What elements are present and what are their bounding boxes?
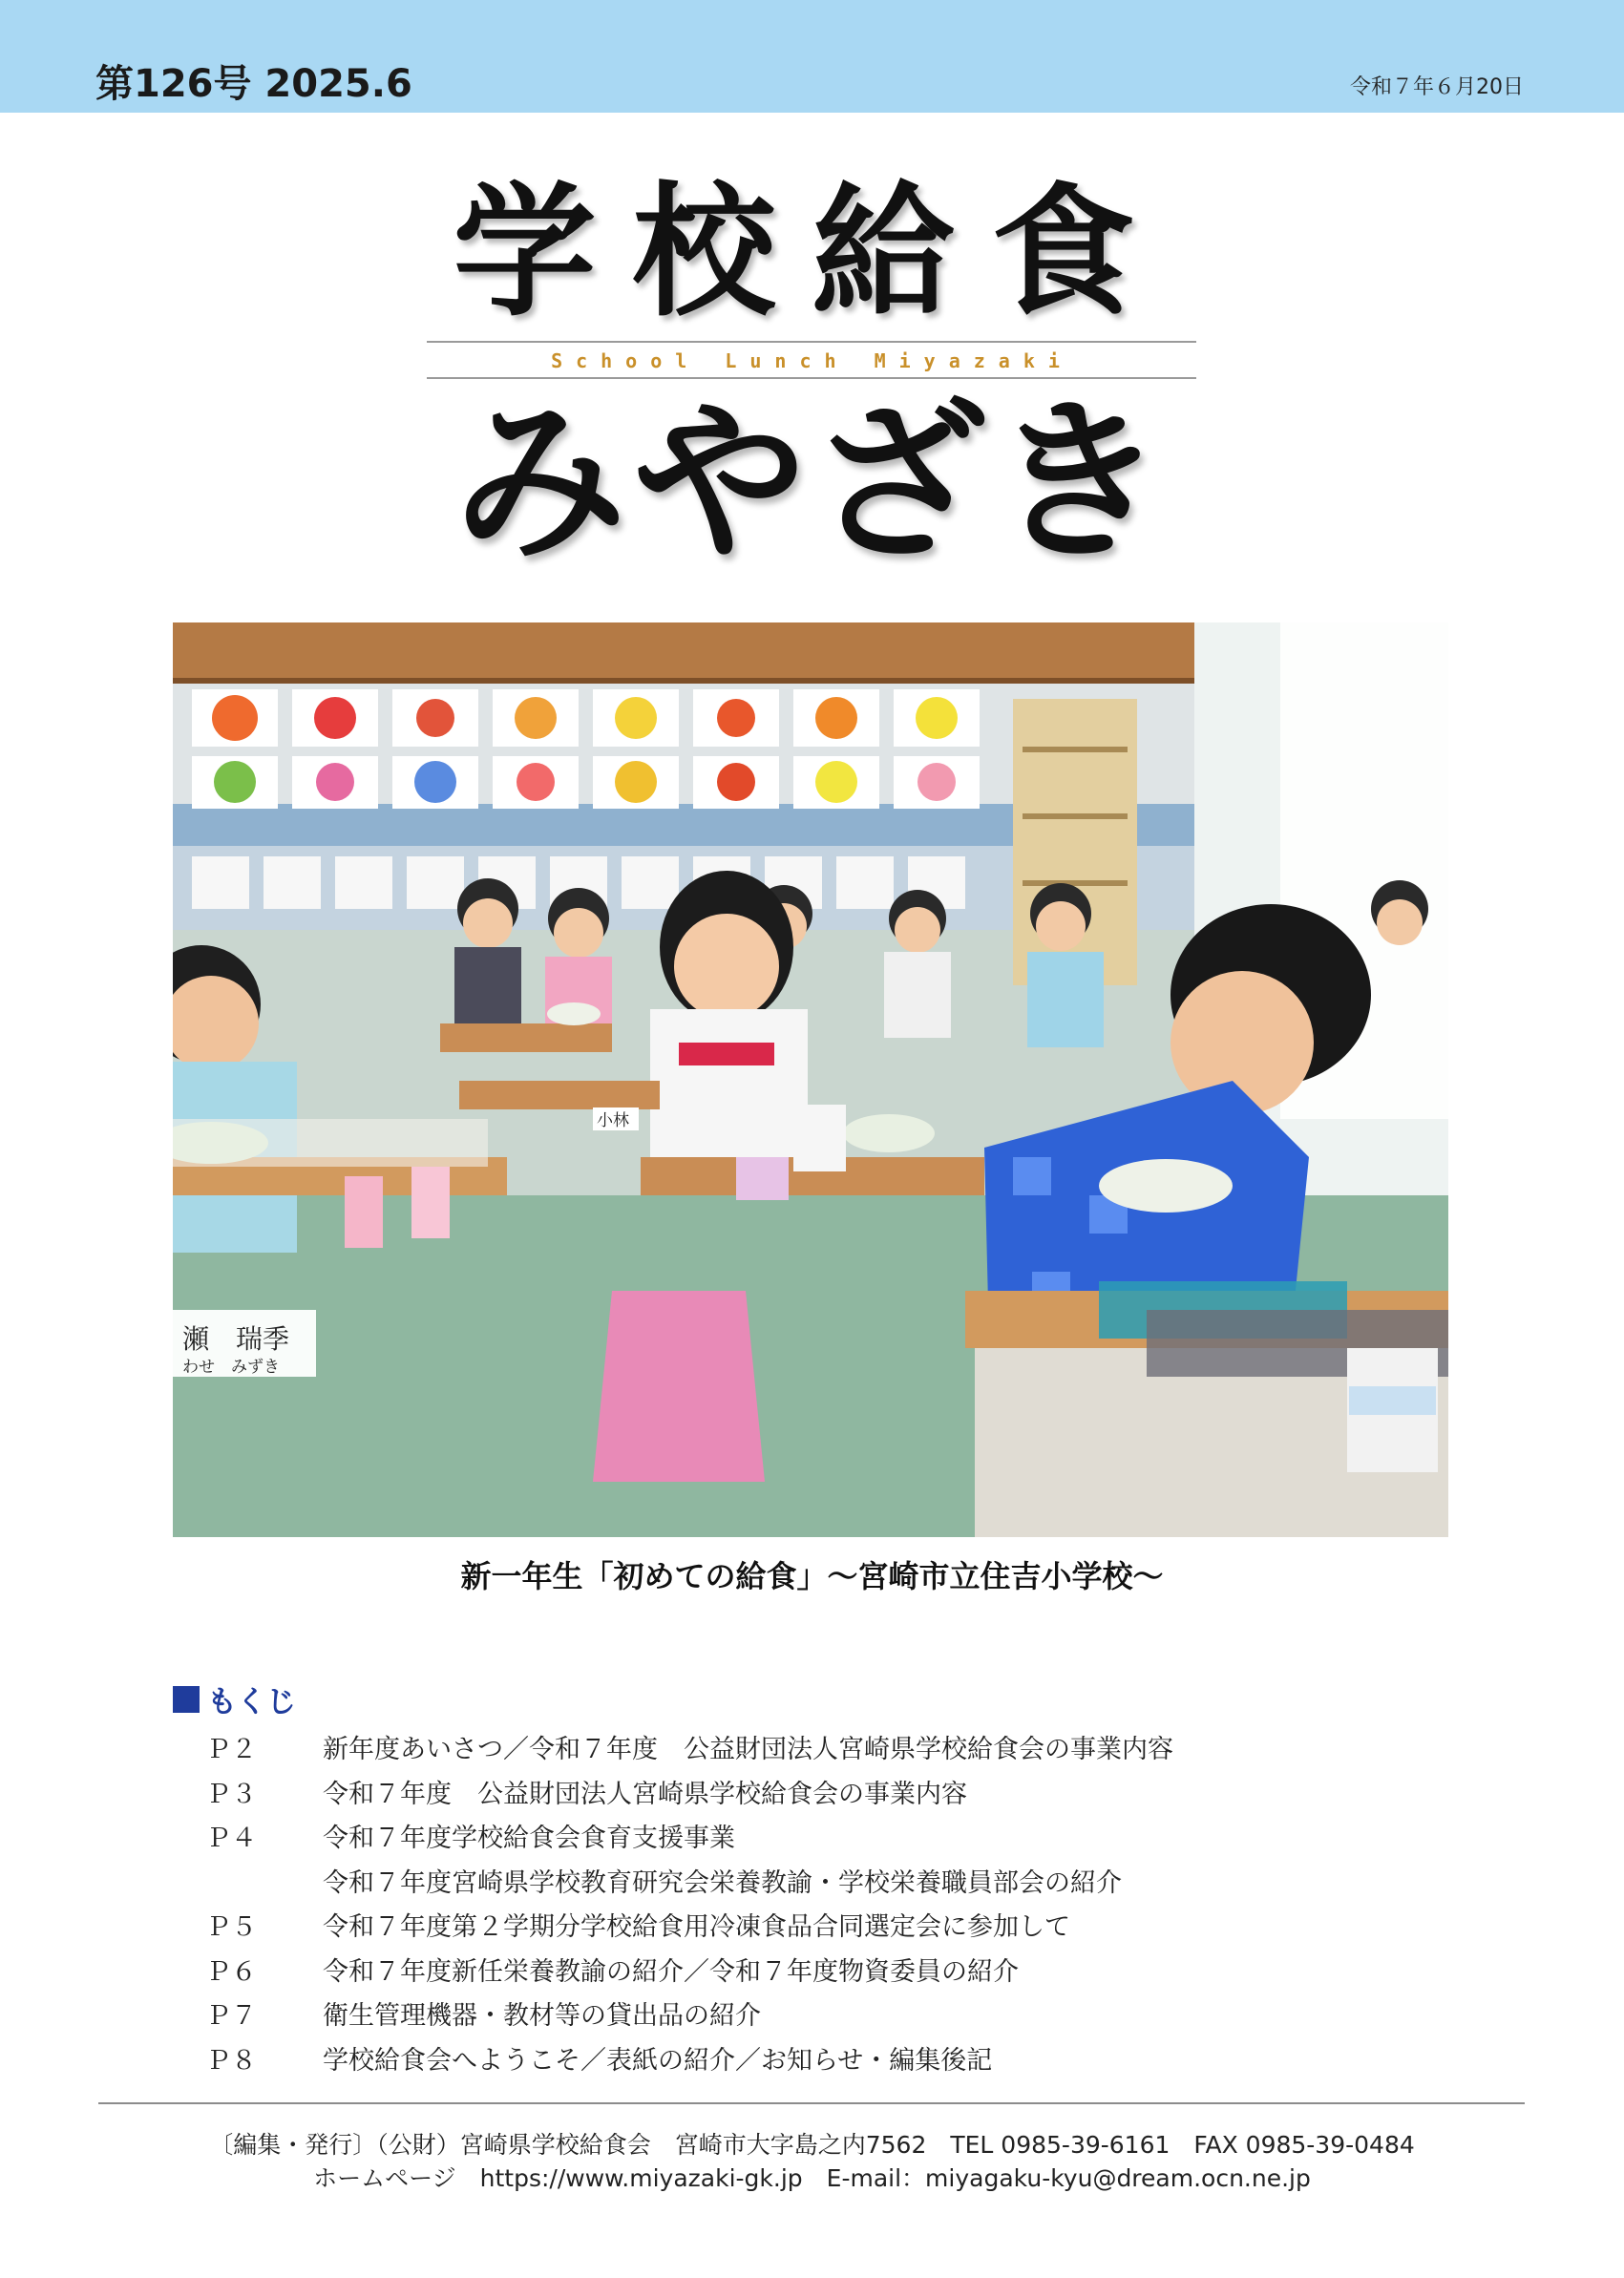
toc-row: [196, 1906, 1437, 1951]
toc-text: 新年度あいさつ／令和７年度 公益財団法人宮崎県学校給食会の事業内容: [323, 1735, 1173, 1764]
name-tag: 瀬 瑞季: [182, 1323, 290, 1355]
toc-page: Ｐ６: [205, 1956, 257, 1987]
toc-text: 学校給食会へようこそ／表紙の紹介／お知らせ・編集後記: [323, 2045, 993, 2076]
masthead-title-kana: みやざき: [453, 381, 1171, 583]
pink-bag: [593, 1291, 765, 1482]
classroom-illustration: [173, 622, 1448, 1537]
toc-row: [196, 1862, 1437, 1907]
toc-square-icon: [173, 1686, 200, 1713]
desk-tag: 小林: [597, 1111, 629, 1130]
photo-caption: 新一年生「初めての給食」～宮崎市立住吉小学校～: [460, 1558, 1164, 1594]
toc-page: Ｐ７: [205, 2001, 257, 2031]
toc-text: 令和７年度学校給食会食育支援事業: [323, 1824, 735, 1853]
name-tag-kana: わせ みずき: [182, 1358, 280, 1377]
toc-row: [196, 1728, 1437, 1773]
issue-date: 令和７年６月20日: [1350, 75, 1524, 99]
table-of-contents: [196, 1728, 1437, 2083]
toc-page: Ｐ４: [205, 1824, 257, 1853]
cover-photo: [173, 622, 1448, 1537]
issue-number: 第126号 2025.6: [95, 62, 412, 106]
toc-page: Ｐ８: [205, 2045, 257, 2076]
toc-heading: [173, 1677, 296, 1720]
toc-row: [196, 1994, 1437, 2039]
toc-row: [196, 1773, 1437, 1818]
contact-info: ホームページ https://www.miyazaki-gk.jp E-mail：miyagaku-kyu@dream.ocn.ne.jp: [313, 2164, 1311, 2192]
toc-text: 衛生管理機器・教材等の貸出品の紹介: [323, 2001, 761, 2031]
toc-text: 令和７年度新任栄養教諭の紹介／令和７年度物資委員の紹介: [323, 1956, 1019, 1987]
toc-text: 令和７年度宮崎県学校教育研究会栄養教諭・学校栄養職員部会の紹介: [323, 1867, 1122, 1898]
toc-heading-label: もくじ: [207, 1685, 296, 1719]
toc-row: [196, 2039, 1437, 2084]
masthead-subtitle: School Lunch Miyazaki: [551, 349, 1073, 372]
publisher-info: 〔編集・発行〕（公財）宮崎県学校給食会 宮崎市大字島之内7562 TEL 0985-39-6161 FAX 0985-39-0484: [209, 2131, 1415, 2159]
toc-page: Ｐ３: [205, 1779, 257, 1809]
toc-row: [196, 1817, 1437, 1862]
masthead-title: 学校給食: [453, 170, 1171, 336]
toc-text: 令和７年度 公益財団法人宮崎県学校給食会の事業内容: [323, 1779, 967, 1809]
toc-row: [196, 1951, 1437, 1995]
title-rule-top: [427, 341, 1196, 343]
toc-page: Ｐ２: [205, 1735, 257, 1764]
footer-rule: [98, 2102, 1525, 2104]
title-rule-bottom: [427, 377, 1196, 379]
toc-text: 令和７年度第２学期分学校給食用冷凍食品合同選定会に参加して: [323, 1912, 1070, 1942]
toc-page: Ｐ５: [205, 1912, 257, 1942]
